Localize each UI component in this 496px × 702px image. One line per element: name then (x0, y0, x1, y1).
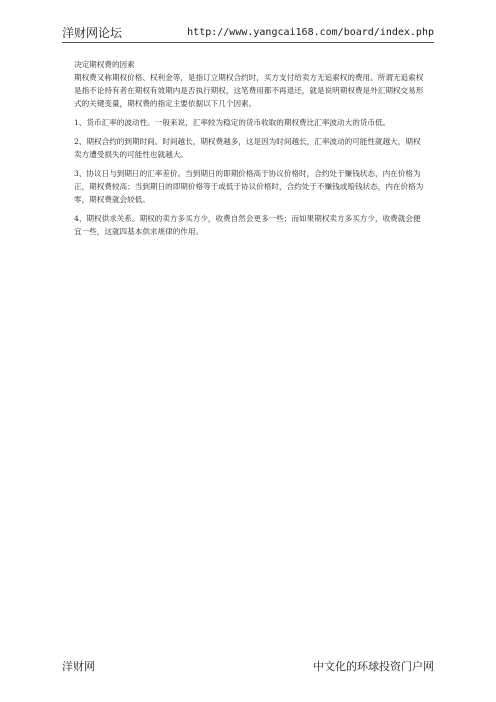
page-header (62, 26, 434, 43)
article-paragraph-4: 4、期权供求关系。期权的卖方多买方少，收费自然会更多一些；而如果期权卖方多买方少，收费就会便宜一些，这就四基本供求规律的作用。 (74, 214, 421, 236)
article-body (74, 58, 424, 244)
article-paragraph-3: 3、协议日与到期日的汇率差价。当到期日的即期价格高于协议价格时，合约处于赚钱状态，内在价格为正，期权费较高；当到期日的即期价格等于或低于协议价格时，合约处于不赚钱或赔钱状态，内在价格为零，期权费就会较低。 (74, 169, 424, 204)
site-url[interactable]: http://www.yangcai168.com/board/index.php (187, 27, 434, 38)
page-footer (62, 658, 434, 674)
site-name: 洋财网论坛 (62, 26, 123, 40)
footer-site-name: 洋财网 (62, 660, 95, 673)
article-title: 决定期权费的因素 (74, 60, 135, 69)
article-intro: 期权费又称期权价格、权利金等，是指订立期权合约时，买方支付给卖方无追索权的费用。所谓无追索权是指不论持有者在期权有效期内是否执行期权，这笔费用都不再退还，就是说明期权费是外汇期权交易形式的关键变量，期权费的指定主要依据以下几个因素。 (74, 73, 424, 108)
footer-tagline: 中文化的环球投资门户网 (313, 660, 434, 673)
article-paragraph-2: 2、期权合约的到期时间。时间越长，期权费越多，这是因为时间越长，汇率波动的可能性就越大，期权卖方遭受损失的可能性也就越大。 (74, 137, 421, 159)
article-paragraph-1: 1、货币汇率的波动性。一般来说，汇率较为稳定的货币收取的期权费比汇率波动大的货币低。 (74, 118, 391, 127)
